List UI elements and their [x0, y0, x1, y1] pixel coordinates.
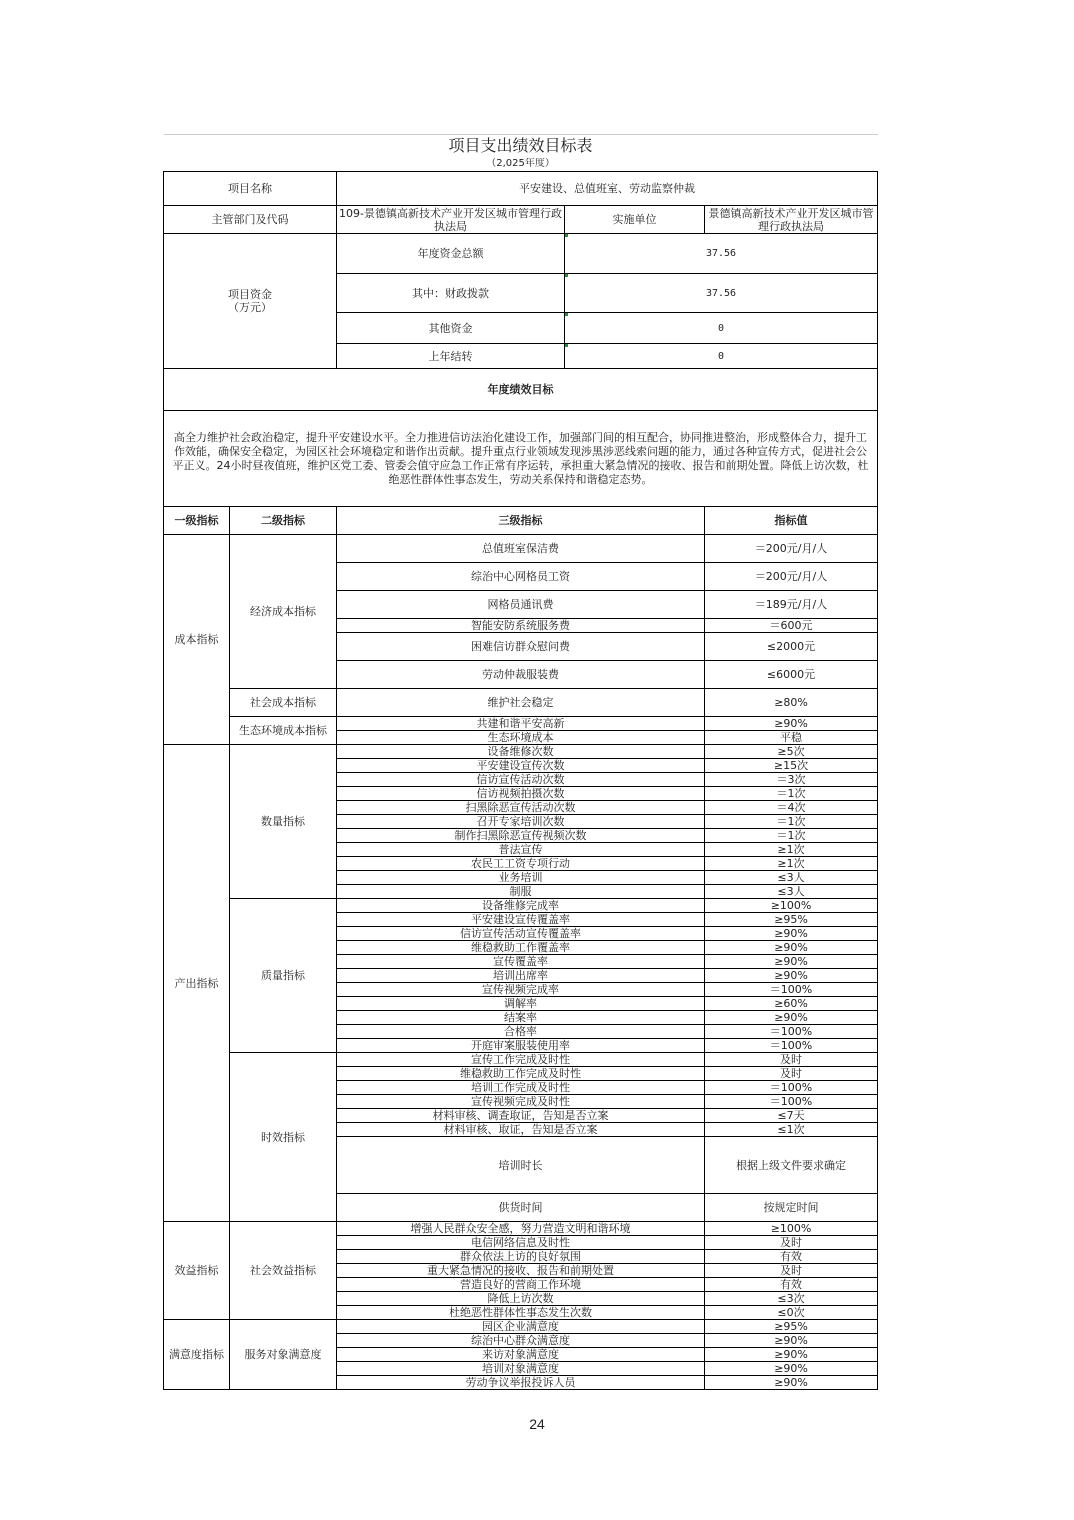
indicator-value: ＝200元/月/人	[705, 563, 878, 591]
level3-indicator: 综治中心群众满意度	[337, 1334, 705, 1348]
level3-indicator: 培训出席率	[337, 969, 705, 983]
indicator-value: ≤2000元	[705, 633, 878, 661]
indicator-value: ≥90%	[705, 941, 878, 955]
funds-row-label: 上年结转	[337, 344, 565, 369]
level3-indicator: 培训时长	[337, 1137, 705, 1194]
indicator-value: ≤1次	[705, 1123, 878, 1137]
indicator-value: ＝600元	[705, 619, 878, 633]
indicator-value: ≤3人	[705, 871, 878, 885]
goal-text: 高全力维护社会政治稳定，提升平安建设水平。全力推进信访法治化建设工作，加强部门间的相互配合，协同推进整治，形成整体合力，提升工作效能，确保安全稳定，为园区社会环境稳定和谐作出贡献。提升重点行业领域发现涉黑涉恶线索问题的能力，通过各种宣传方式，促进社会公平正义。24小时昼夜值班，维护区党工委、管委会值守应急工作正常有序运转，承担重大紧急情况的接收、报告和前期处置。降低上访次数，杜绝恶性群体性事态发生，劳动关系保持和谐稳定态势。	[164, 411, 878, 507]
level3-indicator: 生态环境成本	[337, 731, 705, 745]
level3-indicator: 综治中心网格员工资	[337, 563, 705, 591]
indicator-value: ＝1次	[705, 787, 878, 801]
level3-indicator: 维稳救助工作完成及时性	[337, 1067, 705, 1081]
funds-row-value: 37.56	[565, 234, 878, 274]
level2-indicator: 服务对象满意度	[230, 1320, 337, 1390]
dept-label: 主管部门及代码	[164, 206, 337, 234]
indicator-value: ≥100%	[705, 1222, 878, 1236]
project-name-value: 平安建设、总值班室、劳动监察仲裁	[337, 172, 878, 206]
year-label: （2,025年度）	[486, 158, 555, 170]
level3-indicator: 园区企业满意度	[337, 1320, 705, 1334]
indicator-value: ＝1次	[705, 829, 878, 843]
indicator-value: ＝100%	[705, 983, 878, 997]
indicator-value: ≥90%	[705, 1362, 878, 1376]
indicator-value: ≥80%	[705, 689, 878, 717]
level3-indicator: 来访对象满意度	[337, 1348, 705, 1362]
level3-indicator: 调解率	[337, 997, 705, 1011]
level2-indicator: 社会成本指标	[230, 689, 337, 717]
indicator-value: ≥95%	[705, 1320, 878, 1334]
indicator-value: ≤3次	[705, 1292, 878, 1306]
level3-indicator: 设备维修次数	[337, 745, 705, 759]
indicator-value: ＝4次	[705, 801, 878, 815]
indicator-value: 平稳	[705, 731, 878, 745]
indicator-value: ≥90%	[705, 1348, 878, 1362]
indicator-value: ≥60%	[705, 997, 878, 1011]
level3-indicator: 劳动争议举报投诉人员	[337, 1376, 705, 1390]
indicator-value: ≤6000元	[705, 661, 878, 689]
indicator-row	[164, 689, 878, 717]
project-name-label: 项目名称	[164, 172, 337, 206]
funds-row-label: 年度资金总额	[337, 234, 565, 274]
indicator-row	[164, 717, 878, 731]
indicator-value: ＝100%	[705, 1039, 878, 1053]
level3-indicator: 智能安防系统服务费	[337, 619, 705, 633]
level2-indicator: 社会效益指标	[230, 1222, 337, 1320]
level3-indicator: 农民工工资专项行动	[337, 857, 705, 871]
indicator-value: ＝100%	[705, 1095, 878, 1109]
goal-heading: 年度绩效目标	[164, 369, 878, 411]
indicator-row	[164, 535, 878, 563]
header-value: 指标值	[705, 507, 878, 535]
indicator-value: ≥90%	[705, 955, 878, 969]
indicator-value: ≥95%	[705, 913, 878, 927]
funds-row-label: 其中：财政拨款	[337, 274, 565, 313]
indicator-value: ＝1次	[705, 815, 878, 829]
performance-target-sheet	[163, 134, 877, 1390]
funds-row-value: 0	[565, 344, 878, 369]
indicator-row	[164, 745, 878, 759]
impl-label: 实施单位	[565, 206, 705, 234]
indicator-value: ≤0次	[705, 1306, 878, 1320]
level3-indicator: 信访宣传活动次数	[337, 773, 705, 787]
performance-target-table	[163, 134, 878, 1390]
indicator-value: ≥15次	[705, 759, 878, 773]
level2-indicator: 经济成本指标	[230, 535, 337, 689]
indicator-value: 有效	[705, 1278, 878, 1292]
indicator-value: 及时	[705, 1053, 878, 1067]
header-level2: 二级指标	[230, 507, 337, 535]
level3-indicator: 宣传视频完成及时性	[337, 1095, 705, 1109]
level3-indicator: 扫黑除恶宣传活动次数	[337, 801, 705, 815]
level2-indicator: 质量指标	[230, 899, 337, 1053]
level3-indicator: 信访视频拍摄次数	[337, 787, 705, 801]
level3-indicator: 制作扫黑除恶宣传视频次数	[337, 829, 705, 843]
level3-indicator: 宣传工作完成及时性	[337, 1053, 705, 1067]
level3-indicator: 重大紧急情况的接收、报告和前期处置	[337, 1264, 705, 1278]
funds-row-value: 0	[565, 313, 878, 344]
level1-indicator: 成本指标	[164, 535, 230, 745]
indicator-value: ＝189元/月/人	[705, 591, 878, 619]
level3-indicator: 增强人民群众安全感，努力营造文明和谐环境	[337, 1222, 705, 1236]
indicator-value: ≥1次	[705, 843, 878, 857]
indicator-value: ≥100%	[705, 899, 878, 913]
level1-indicator: 效益指标	[164, 1222, 230, 1320]
level3-indicator: 信访宣传活动宣传覆盖率	[337, 927, 705, 941]
level3-indicator: 材料审核、取证，告知是否立案	[337, 1123, 705, 1137]
indicator-value: 及时	[705, 1067, 878, 1081]
dept-value: 109-景德镇高新技术产业开发区城市管理行政执法局	[337, 206, 565, 234]
level3-indicator: 培训对象满意度	[337, 1362, 705, 1376]
impl-value: 景德镇高新技术产业开发区城市管理行政执法局	[705, 206, 878, 234]
level3-indicator: 困难信访群众慰问费	[337, 633, 705, 661]
indicator-value: ＝200元/月/人	[705, 535, 878, 563]
indicator-value: ≤7天	[705, 1109, 878, 1123]
level3-indicator: 电信网络信息及时性	[337, 1236, 705, 1250]
level3-indicator: 平安建设宣传覆盖率	[337, 913, 705, 927]
indicator-row	[164, 1320, 878, 1334]
indicator-row	[164, 899, 878, 913]
indicator-value: ≥90%	[705, 969, 878, 983]
header-level3: 三级指标	[337, 507, 705, 535]
level3-indicator: 供货时间	[337, 1194, 705, 1222]
indicator-value: 根据上级文件要求确定	[705, 1137, 878, 1194]
indicator-value: ＝100%	[705, 1081, 878, 1095]
level3-indicator: 群众依法上访的良好氛围	[337, 1250, 705, 1264]
indicator-value: ＝3次	[705, 773, 878, 787]
level3-indicator: 维稳救助工作覆盖率	[337, 941, 705, 955]
level3-indicator: 设备维修完成率	[337, 899, 705, 913]
level3-indicator: 总值班室保洁费	[337, 535, 705, 563]
funds-label: 项目资金 （万元）	[164, 234, 337, 369]
level3-indicator: 培训工作完成及时性	[337, 1081, 705, 1095]
level3-indicator: 劳动仲裁服装费	[337, 661, 705, 689]
level3-indicator: 降低上访次数	[337, 1292, 705, 1306]
indicator-value: 按规定时间	[705, 1194, 878, 1222]
indicator-row	[164, 1053, 878, 1067]
funds-row-label: 其他资金	[337, 313, 565, 344]
level2-indicator: 数量指标	[230, 745, 337, 899]
indicator-row	[164, 1222, 878, 1236]
indicator-value: ≥90%	[705, 927, 878, 941]
level3-indicator: 维护社会稳定	[337, 689, 705, 717]
level3-indicator: 召开专家培训次数	[337, 815, 705, 829]
level3-indicator: 网格员通讯费	[337, 591, 705, 619]
level3-indicator: 平安建设宣传次数	[337, 759, 705, 773]
indicator-value: ≥90%	[705, 1011, 878, 1025]
level1-indicator: 满意度指标	[164, 1320, 230, 1390]
level3-indicator: 普法宣传	[337, 843, 705, 857]
level1-indicator: 产出指标	[164, 745, 230, 1222]
level2-indicator: 生态环境成本指标	[230, 717, 337, 745]
indicator-value: ＝100%	[705, 1025, 878, 1039]
indicator-value: 及时	[705, 1236, 878, 1250]
indicator-value: ≥90%	[705, 1376, 878, 1390]
indicator-value: 有效	[705, 1250, 878, 1264]
indicator-value: ≥1次	[705, 857, 878, 871]
level3-indicator: 合格率	[337, 1025, 705, 1039]
level3-indicator: 杜绝恶性群体性事态发生次数	[337, 1306, 705, 1320]
level3-indicator: 宣传覆盖率	[337, 955, 705, 969]
header-level1: 一级指标	[164, 507, 230, 535]
indicator-value: ≤3人	[705, 885, 878, 899]
level3-indicator: 制服	[337, 885, 705, 899]
indicator-value: ≥90%	[705, 717, 878, 731]
level2-indicator: 时效指标	[230, 1053, 337, 1222]
level3-indicator: 材料审核、调查取证，告知是否立案	[337, 1109, 705, 1123]
indicator-value: 及时	[705, 1264, 878, 1278]
level3-indicator: 共建和谐平安高新	[337, 717, 705, 731]
level3-indicator: 结案率	[337, 1011, 705, 1025]
page-number: 24	[529, 1416, 545, 1432]
level3-indicator: 营造良好的营商工作环境	[337, 1278, 705, 1292]
level3-indicator: 宣传视频完成率	[337, 983, 705, 997]
funds-row-value: 37.56	[565, 274, 878, 313]
level3-indicator: 业务培训	[337, 871, 705, 885]
indicator-value: ≥5次	[705, 745, 878, 759]
level3-indicator: 开庭审案服装使用率	[337, 1039, 705, 1053]
page-title: 项目支出绩效目标表	[164, 135, 878, 158]
indicator-value: ≥90%	[705, 1334, 878, 1348]
